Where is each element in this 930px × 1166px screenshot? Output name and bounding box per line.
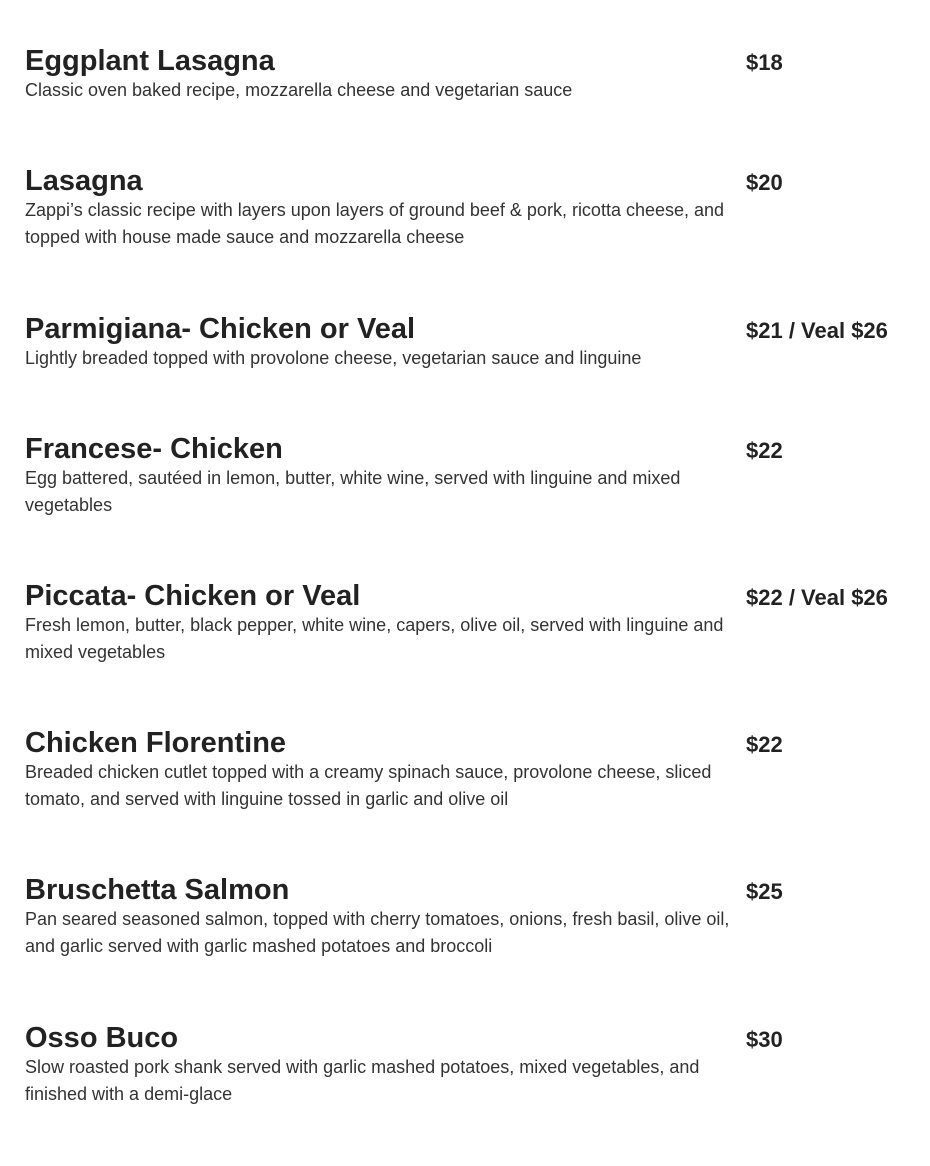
item-price: $20 xyxy=(746,170,783,195)
item-name: Parmigiana- Chicken or Veal xyxy=(25,313,416,345)
item-price: $25 xyxy=(746,879,783,904)
item-price: $22 / Veal $26 xyxy=(746,585,888,610)
item-name: Francese- Chicken xyxy=(25,433,283,465)
item-description: Lightly breaded topped with provolone cheese, vegetarian sauce and linguine xyxy=(25,348,642,368)
item-price: $22 xyxy=(746,732,783,757)
item-name: Chicken Florentine xyxy=(25,727,287,759)
item-name: Osso Buco xyxy=(25,1022,179,1054)
item-price: $22 xyxy=(746,438,783,463)
item-name: Piccata- Chicken or Veal xyxy=(25,580,361,612)
item-description: Egg battered, sautéed in lemon, butter, white wine, served with linguine and mixed vegetables xyxy=(25,468,681,515)
item-description: Slow roasted pork shank served with garlic mashed potatoes, mixed vegetables, and finished with a demi-glace xyxy=(25,1057,700,1104)
item-price: $30 xyxy=(746,1027,783,1052)
item-description: Breaded chicken cutlet topped with a creamy spinach sauce, provolone cheese, sliced tomato, and served with linguine tossed in garlic and olive oil xyxy=(25,762,712,809)
item-price: $21 / Veal $26 xyxy=(746,318,888,343)
item-name: Eggplant Lasagna xyxy=(25,45,275,77)
item-price: $18 xyxy=(746,50,783,75)
item-description: Fresh lemon, butter, black pepper, white wine, capers, olive oil, served with linguine and mixed vegetables xyxy=(25,615,724,662)
item-name: Bruschetta Salmon xyxy=(25,874,290,906)
item-description: Classic oven baked recipe, mozzarella cheese and vegetarian sauce xyxy=(25,80,573,100)
item-name: Lasagna xyxy=(25,165,143,197)
item-description: Zappi’s classic recipe with layers upon layers of ground beef & pork, ricotta cheese, and topped with house made sauce and mozzarella cheese xyxy=(25,200,725,247)
item-description: Pan seared seasoned salmon, topped with cherry tomatoes, onions, fresh basil, olive oil, and garlic served with garlic mashed potatoes and broccoli xyxy=(25,909,730,956)
